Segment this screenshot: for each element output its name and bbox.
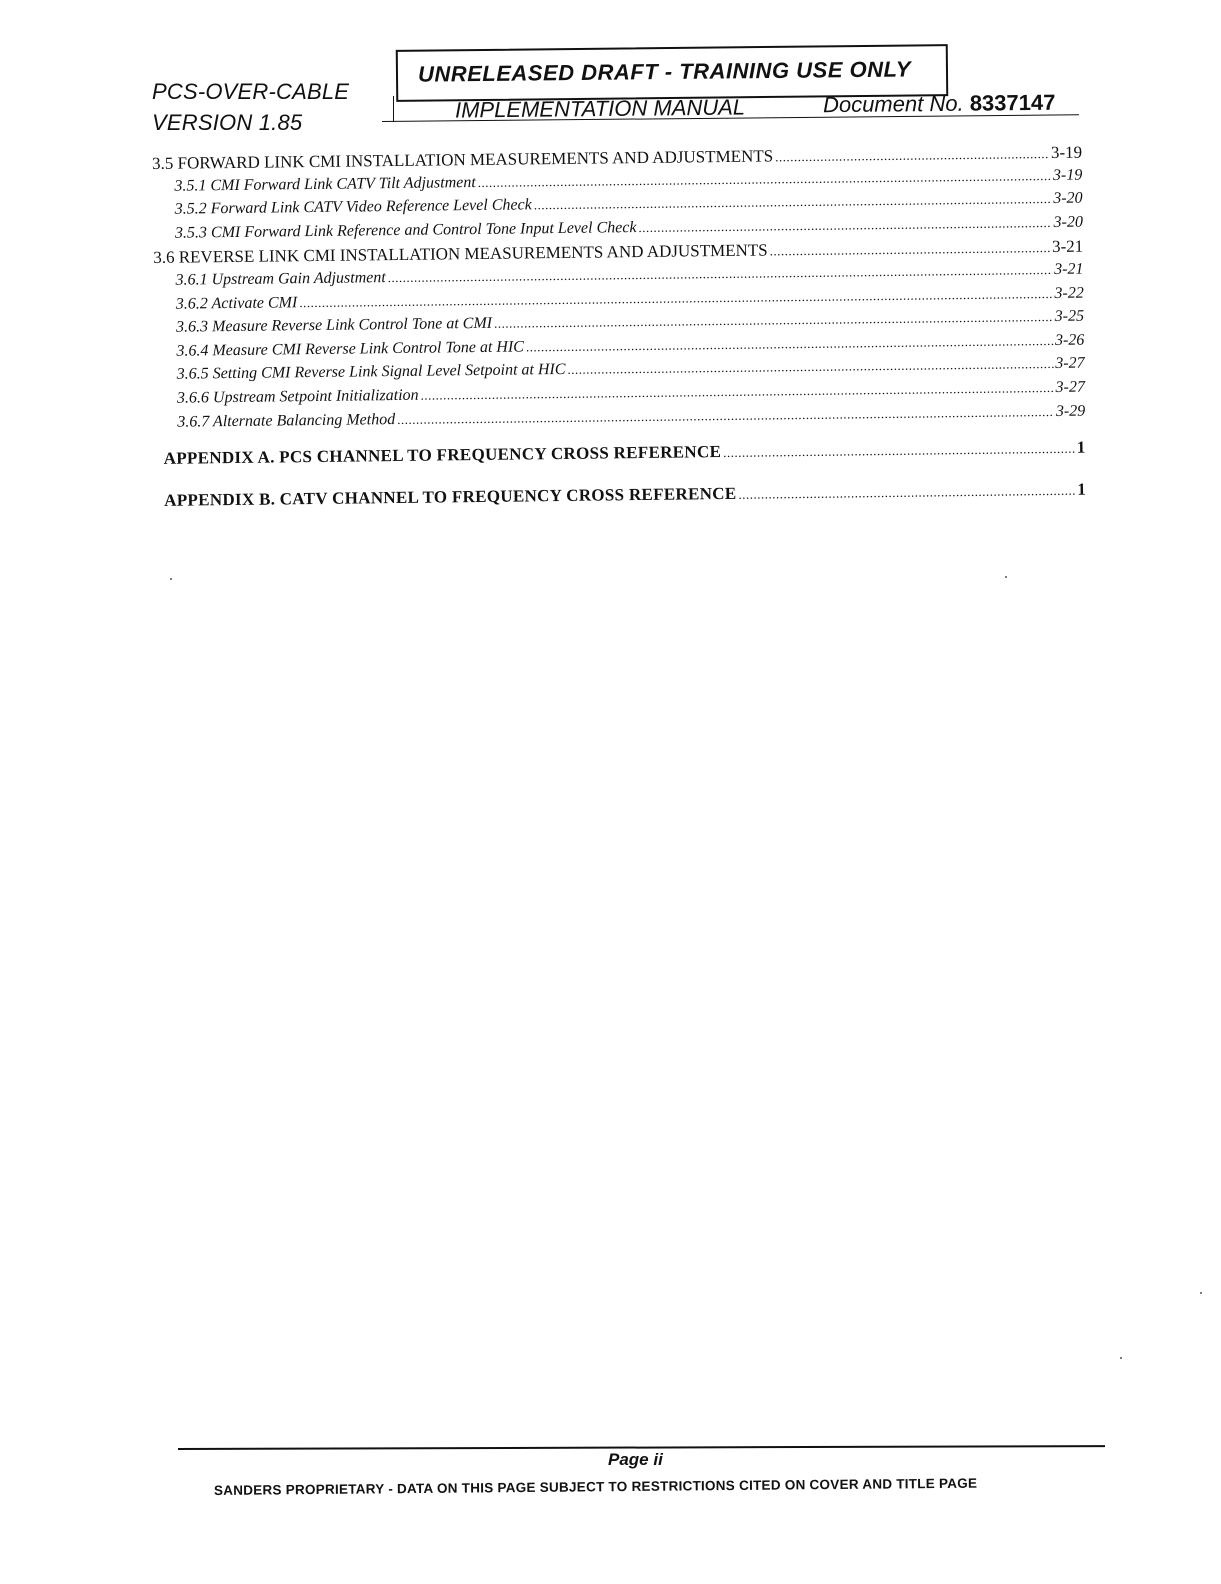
toc-appendix-title: APPENDIX B. CATV CHANNEL TO FREQUENCY CROSS REFERENCE [164,483,737,510]
page-number: Page ii [608,1450,663,1469]
header-divider [393,96,394,122]
document-number-value: 8337147 [969,89,1056,116]
toc-appendix-page: 1 [1076,437,1086,457]
scan-speck [1120,1357,1122,1359]
toc-entry-title: 3.5.1 CMI Forward Link CATV Tilt Adjustment [174,173,476,195]
toc-leader-dots [770,237,1051,260]
toc-entry-title: 3.6.1 Upstream Gain Adjustment [175,269,386,289]
scan-speck [170,578,172,580]
toc-entry-title: 3.6.4 Measure CMI Reverse Link Control Tone at HIC [176,338,525,360]
header-product [152,76,349,138]
toc-appendix-title: APPENDIX A. PCS CHANNEL TO FREQUENCY CROSS REFERENCE [163,442,722,468]
document-number-label: Document No. [822,90,964,118]
toc-entry-title: 3.6 REVERSE LINK CMI INSTALLATION MEASUREMENTS AND ADJUSTMENTS [153,240,768,268]
toc-entry-page: 3-25 [1054,307,1085,326]
toc-entry-page: 3-26 [1054,331,1085,349]
toc-entry-page: 3-22 [1054,284,1084,302]
table-of-contents [150,143,1086,511]
toc-entry-page: 3-21 [1051,236,1084,257]
toc-entry-page: 3-29 [1055,402,1086,420]
toc-entry-title: 3.5 FORWARD LINK CMI INSTALLATION MEASUREMENTS AND ADJUSTMENTS [151,146,774,173]
toc-appendix-page: 1 [1077,479,1087,499]
proprietary-notice: SANDERS PROPRIETARY - DATA ON THIS PAGE SUBJECT TO RESTRICTIONS CITED ON COVER AND TITLE PAGE [213,1475,978,1498]
toc-appendix-a[interactable] [154,438,1086,469]
toc-entry-page: 3-19 [1052,166,1083,184]
toc-appendix-b[interactable] [154,480,1086,511]
toc-entry-title: 3.6.5 Setting CMI Reverse Link Signal Level Setpoint at HIC [176,361,566,384]
toc-entry-page: 3-20 [1053,189,1083,208]
toc-entry-title: 3.5.2 Forward Link CATV Video Reference Level Check [174,196,532,218]
toc-entry-title: 3.6.3 Measure Reverse Link Control Tone at CMI [176,314,493,336]
toc-entry-title: 3.6.6 Upstream Setpoint Initialization [176,386,419,407]
toc-entry-title: 3.6.2 Activate CMI [175,293,298,313]
scan-speck [1200,1292,1202,1294]
toc-entry-page: 3-27 [1055,378,1086,396]
toc-leader-dots [723,438,1075,462]
header-product-name: PCS-OVER-CABLE [152,79,350,104]
toc-entry-title: 3.5.3 CMI Forward Link Reference and Control Tone Input Level Check [174,218,637,242]
toc-entry-page: 3-27 [1055,354,1085,373]
toc-entry-title: 3.6.7 Alternate Balancing Method [177,410,396,431]
toc-entry-page: 3-20 [1053,213,1084,231]
draft-notice: UNRELEASED DRAFT - TRAINING USE ONLY [417,56,912,87]
toc-entry-page: 3-19 [1050,142,1083,162]
toc-leader-dots [775,143,1049,166]
toc-leader-dots [638,214,1051,237]
toc-leader-dots [738,480,1075,504]
scan-speck [1005,576,1007,578]
toc-entry-page: 3-21 [1054,260,1084,278]
manual-title: IMPLEMENTATION MANUAL [454,94,746,123]
header-version: VERSION 1.85 [152,110,303,135]
